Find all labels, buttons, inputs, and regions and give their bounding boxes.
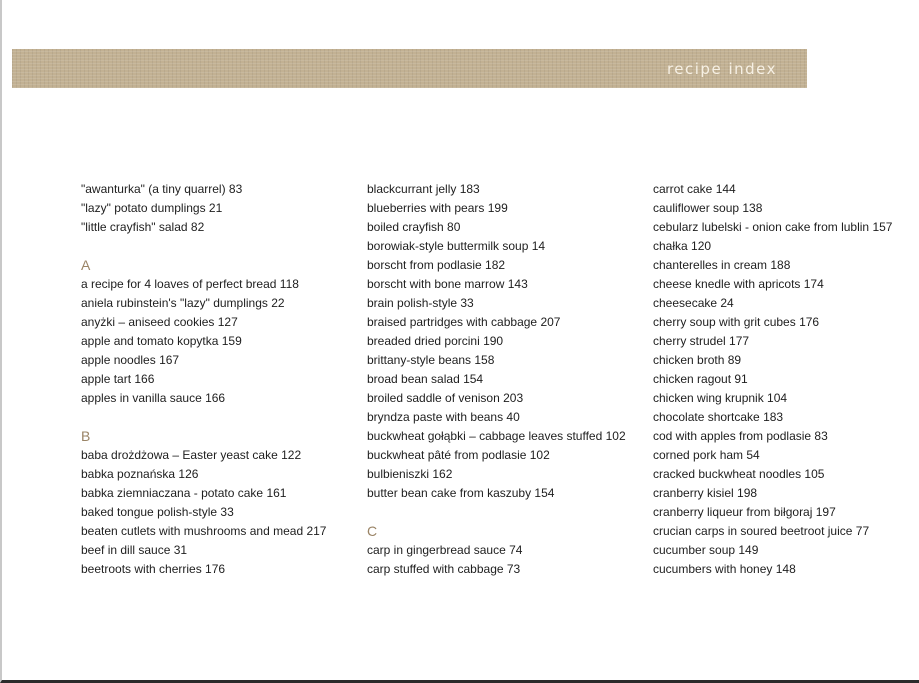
index-entry: "little crayfish" salad 82 bbox=[81, 220, 205, 234]
index-column-1 bbox=[81, 180, 326, 579]
index-entry: cebularz lubelski - onion cake from lublin 157 bbox=[653, 220, 893, 234]
index-entry: buckwheat pâté from podlasie 102 bbox=[367, 448, 550, 462]
index-entry: anyżki – aniseed cookies 127 bbox=[81, 315, 238, 329]
index-entry: a recipe for 4 loaves of perfect bread 118 bbox=[81, 277, 299, 291]
index-entry: "awanturka" (a tiny quarrel) 83 bbox=[81, 182, 243, 196]
index-entry: breaded dried porcini 190 bbox=[367, 334, 504, 348]
index-entry: cauliflower soup 138 bbox=[653, 201, 763, 215]
index-entry: butter bean cake from kaszuby 154 bbox=[367, 486, 555, 500]
index-entry: cod with apples from podlasie 83 bbox=[653, 429, 828, 443]
index-entry: cherry soup with grit cubes 176 bbox=[653, 315, 820, 329]
index-entry: chanterelles in cream 188 bbox=[653, 258, 791, 272]
index-entry: beetroots with cherries 176 bbox=[81, 562, 226, 576]
section-letter-c: C bbox=[367, 523, 378, 539]
index-entry: chicken wing krupnik 104 bbox=[653, 391, 788, 405]
index-entry: apples in vanilla sauce 166 bbox=[81, 391, 226, 405]
index-entry: "lazy" potato dumplings 21 bbox=[81, 201, 223, 215]
index-entry: brittany-style beans 158 bbox=[367, 353, 495, 367]
index-entry: carrot cake 144 bbox=[653, 182, 736, 196]
index-entry: corned pork ham 54 bbox=[653, 448, 760, 462]
index-entry: chicken ragout 91 bbox=[653, 372, 748, 386]
index-entry: beef in dill sauce 31 bbox=[81, 543, 188, 557]
index-entry: babka poznańska 126 bbox=[81, 467, 199, 481]
index-entry: cucumber soup 149 bbox=[653, 543, 759, 557]
index-entry: cheesecake 24 bbox=[653, 296, 734, 310]
index-entry: apple and tomato kopytka 159 bbox=[81, 334, 242, 348]
index-entry: borscht from podlasie 182 bbox=[367, 258, 506, 272]
index-entry: aniela rubinstein's "lazy" dumplings 22 bbox=[81, 296, 285, 310]
index-entry: cucumbers with honey 148 bbox=[653, 562, 796, 576]
index-entry: blueberries with pears 199 bbox=[367, 201, 508, 215]
section-letter-b: B bbox=[81, 428, 91, 444]
index-entry: cranberry liqueur from biłgoraj 197 bbox=[653, 505, 836, 519]
index-entry: blackcurrant jelly 183 bbox=[367, 182, 480, 196]
index-entry: chocolate shortcake 183 bbox=[653, 410, 784, 424]
index-entry: chałka 120 bbox=[653, 239, 712, 253]
section-letter-a: A bbox=[81, 257, 91, 273]
index-entry: cranberry kisiel 198 bbox=[653, 486, 758, 500]
index-entry: carp stuffed with cabbage 73 bbox=[367, 562, 521, 576]
index-entry: borscht with bone marrow 143 bbox=[367, 277, 528, 291]
index-entry: brain polish-style 33 bbox=[367, 296, 474, 310]
index-entry: apple noodles 167 bbox=[81, 353, 180, 367]
index-column-2 bbox=[367, 180, 626, 579]
page-title: recipe index bbox=[666, 60, 777, 78]
index-entry: borowiak-style buttermilk soup 14 bbox=[367, 239, 546, 253]
index-entry: cherry strudel 177 bbox=[653, 334, 750, 348]
index-entry: bulbieniszki 162 bbox=[367, 467, 453, 481]
index-entry: beaten cutlets with mushrooms and mead 217 bbox=[81, 524, 327, 538]
index-entry: bryndza paste with beans 40 bbox=[367, 410, 520, 424]
index-entry: buckwheat gołąbki – cabbage leaves stuffed 102 bbox=[367, 429, 626, 443]
index-entry: baked tongue polish-style 33 bbox=[81, 505, 234, 519]
index-column-3 bbox=[653, 180, 892, 579]
index-entry: chicken broth 89 bbox=[653, 353, 742, 367]
index-entry: babka ziemniaczana - potato cake 161 bbox=[81, 486, 287, 500]
index-entry: cheese knedle with apricots 174 bbox=[653, 277, 824, 291]
header-band bbox=[12, 49, 807, 88]
index-entry: boiled crayfish 80 bbox=[367, 220, 461, 234]
index-entry: carp in gingerbread sauce 74 bbox=[367, 543, 523, 557]
index-entry: braised partridges with cabbage 207 bbox=[367, 315, 561, 329]
index-entry: broiled saddle of venison 203 bbox=[367, 391, 524, 405]
index-entry: baba drożdżowa – Easter yeast cake 122 bbox=[81, 448, 302, 462]
index-entry: crucian carps in soured beetroot juice 77 bbox=[653, 524, 870, 538]
index-entry: broad bean salad 154 bbox=[367, 372, 484, 386]
index-entry: apple tart 166 bbox=[81, 372, 155, 386]
index-entry: cracked buckwheat noodles 105 bbox=[653, 467, 825, 481]
